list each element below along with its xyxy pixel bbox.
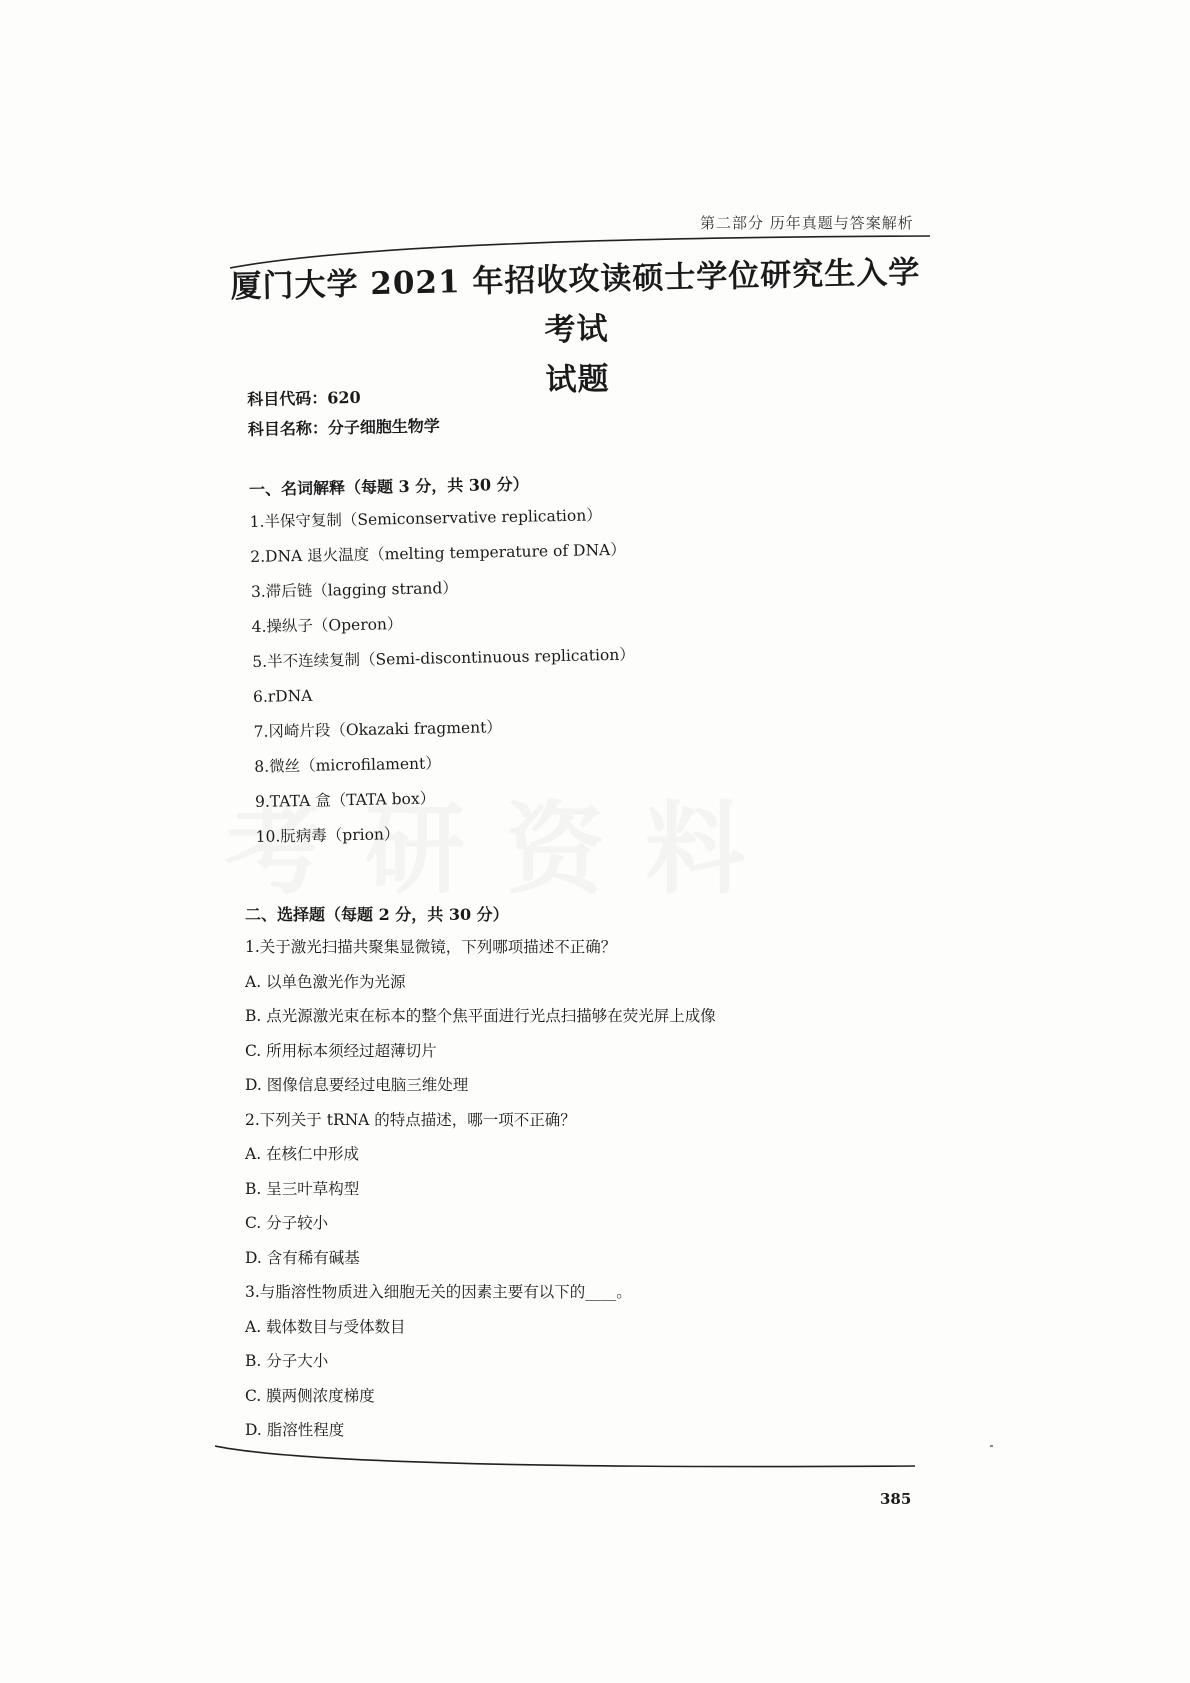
question-1 — [245, 930, 925, 1103]
term-list — [249, 492, 936, 855]
term-item: 4.操纵子（Operon） — [251, 615, 403, 636]
term-item: 10.朊病毒（prion） — [255, 825, 400, 846]
footer-rule — [215, 1440, 915, 1480]
term-item: 5.半不连续复制（Semi-discontinuous replication） — [252, 645, 635, 671]
question-option: B. 呈三叶草构型 — [245, 1179, 360, 1198]
question-stem: 2.下列关于 tRNA 的特点描述，哪一项不正确？ — [245, 1110, 576, 1129]
exam-title-line2: 试题 — [545, 361, 610, 399]
section1-heading: 一、名词解释（每题 3 分，共 30 分） — [248, 474, 529, 499]
question-option: A. 载体数目与受体数目 — [245, 1317, 406, 1336]
question-3 — [245, 1275, 925, 1448]
question-option: B. 分子大小 — [245, 1352, 329, 1370]
term-item: 2.DNA 退火温度（melting temperature of DNA） — [250, 540, 626, 566]
question-2 — [245, 1103, 925, 1276]
section-names — [247, 372, 936, 855]
question-option: D. 图像信息要经过电脑三维处理 — [245, 1076, 469, 1094]
term-item: 1.半保守复制（Semiconservative replication） — [249, 506, 602, 531]
section-choice — [245, 900, 925, 1448]
question-option: B. 点光源激光束在标本的整个焦平面进行光点扫描够在荧光屏上成像 — [245, 1007, 716, 1025]
section2-heading: 二、选择题（每题 2 分，共 30 分） — [245, 905, 509, 924]
question-option: A. 在核仁中形成 — [245, 1145, 360, 1163]
subject-name: 科目名称：分子细胞生物学 — [247, 416, 441, 439]
running-header: 第二部分 历年真题与答案解析 — [700, 214, 914, 232]
term-item: 6.rDNA — [252, 686, 313, 706]
question-option: D. 脂溶性程度 — [245, 1421, 345, 1439]
question-option: C. 分子较小 — [245, 1214, 329, 1232]
question-stem: 1.关于激光扫描共聚集显微镜，下列哪项描述不正确？ — [245, 938, 617, 956]
term-item: 9.TATA 盒（TATA box） — [254, 789, 436, 811]
page-number: 385 — [880, 1490, 912, 1508]
exam-title-line1: 厦门大学 2021 年招收攻读硕士学位研究生入学考试 — [230, 254, 921, 349]
scan-speck — [990, 1445, 993, 1447]
question-option: C. 膜两侧浓度梯度 — [245, 1386, 375, 1405]
question-option: D. 含有稀有碱基 — [245, 1248, 360, 1267]
question-option: A. 以单色激光作为光源 — [245, 972, 406, 991]
subject-code: 科目代码：620 — [247, 387, 361, 409]
term-item: 7.冈崎片段（Okazaki fragment） — [253, 718, 503, 741]
term-item: 8.微丝（microfilament） — [254, 754, 441, 776]
term-item: 3.滞后链（lagging strand） — [250, 578, 458, 601]
question-stem: 3.与脂溶性物质进入细胞无关的因素主要有以下的____。 — [245, 1283, 632, 1301]
question-option: C. 所用标本须经过超薄切片 — [245, 1041, 437, 1060]
